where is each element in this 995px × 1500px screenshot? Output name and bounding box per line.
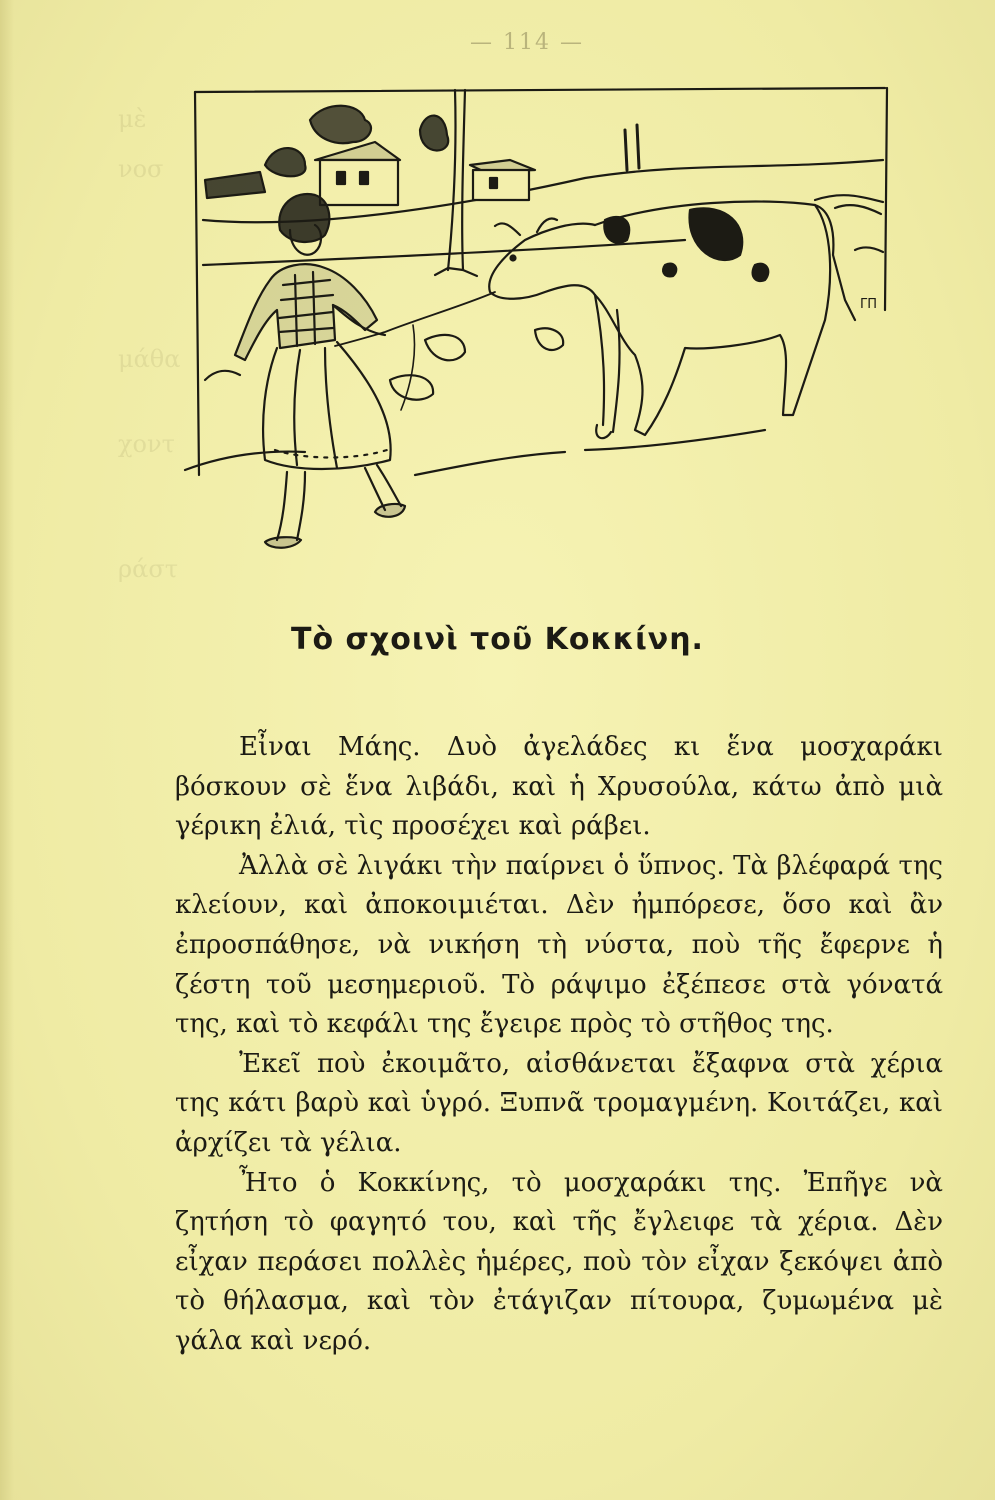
story-body <box>175 728 943 1362</box>
paragraph: Ἦτο ὁ Κοκκίνης, τὸ μοσχαράκι της. Ἐπῆγε νὰ ζητήση τὸ φαγητό του, καὶ τῆς ἔγλειφε τὰ χέρια. Δὲν εἶχαν περάσει πολλὲς ἡμέρες, ποὺ τὸν εἶχαν ξεκόψει ἀπὸ τὸ θήλασμα, καὶ τὸν ἐτάγιζαν πίτουρα, ζυμωμένα μὲ γάλα καὶ νερό. <box>175 1167 943 1356</box>
bleed-through: ράστ <box>118 555 178 583</box>
paragraph: Εἶναι Μάης. Δυὸ ἀγελάδες κι ἕνα μοσχαράκι βόσκουν σὲ ἕνα λιβάδι, καὶ ἡ Χρυσούλα, κάτω ἀπὸ μιὰ γέρικη ἐλιά, τὶς προσέχει καὶ ράβει. <box>175 732 943 842</box>
page-number: — 114 — <box>470 30 584 55</box>
frame-right <box>885 88 887 310</box>
story-title: Τὸ σχοινὶ τοῦ Κοκκίνη. <box>291 622 704 657</box>
bleed-through: νοσ <box>118 155 164 183</box>
artist-signature: ΓΠ <box>860 297 878 312</box>
paragraph: Ἐκεῖ ποὺ ἐκοιμᾶτο, αἰσθάνεται ἔξαφνα στὰ χέρια της κάτι βαρὺ καὶ ὑγρό. Ξυπνᾶ τρομαγμένη. Κοιτάζει, καὶ ἀρχίζει τὰ γέλια. <box>175 1048 943 1158</box>
frame-left <box>195 92 199 475</box>
bleed-through: μὲ <box>118 105 147 133</box>
bleed-through: χοντ <box>118 430 175 458</box>
bleed-through: μάθα <box>118 345 181 373</box>
frame-top <box>195 88 885 92</box>
illustration <box>165 80 945 570</box>
paragraph: Ἀλλὰ σὲ λιγάκι τὴν παίρνει ὁ ὕπνος. Τὰ βλέφαρά της κλείουν, καὶ ἀποκοιμιέται. Δὲν ἠμπόρεσε, ὅσο καὶ ἂν ἐπροσπάθησε, νὰ νικήση τὴ νύστα, ποὺ τῆς ἔφερνε ἡ ζέστη τοῦ μεσημεριοῦ. Τὸ ράψιμο ἐξέπεσε στὰ γόνατά της, καὶ τὸ κεφάλι της ἔγειρε πρὸς τὸ στῆθος της. <box>175 850 943 1040</box>
page-edge-shadow <box>0 0 14 1500</box>
